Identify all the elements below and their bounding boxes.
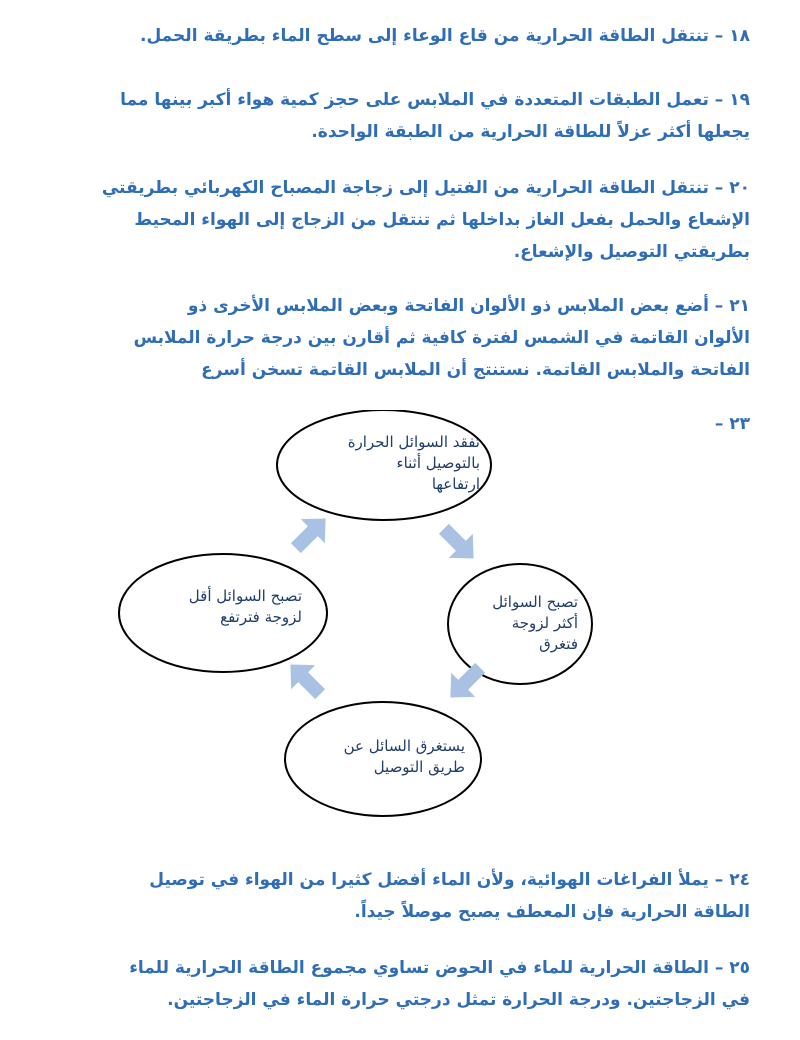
node-label-line: أكثر لزوجة [511,614,578,632]
answer-line: ٢٠ – تنتقل الطاقة الحرارية من الفتيل إلى زجاجة المصباح الكهربائي بطريقتي [101,178,750,198]
node-label-line: تصبح السوائل أقل [188,587,302,605]
answer-line: الألوان القاتمة في الشمس لفترة كافية ثم أقارن بين درجة حرارة الملابس [133,328,750,348]
arrow-left-to-top-icon [284,506,338,560]
answer-line: ٢٤ – يملأ الفراغات الهوائية، ولأن الماء أفضل كثيرا من الهواء في توصيل [149,870,750,890]
node-label-line: طريق التوصيل [373,758,465,776]
node-label-line: بالتوصيل أثناء [396,454,480,472]
convection-cycle-diagram [0,410,800,830]
node-label-line: ارتفاعها [431,475,480,493]
answer-line: يجعلها أكثر عزلاً للطاقة الحرارية من الطبقة الواحدة. [311,122,750,142]
node-label-line: يستغرق السائل عن [343,737,465,755]
answer-line: في الزجاجتين. ودرجة الحرارة تمثل درجتي حرارة الماء في الزجاجتين. [167,990,750,1010]
answer-24 [110,864,750,928]
answer-line: ١٨ – تنتقل الطاقة الحرارية من قاع الوعاء إلى سطح الماء بطريقة الحمل. [140,26,750,46]
node-label-line: فتغرق [539,635,578,653]
answer-25 [110,952,750,1016]
answer-19 [110,84,750,148]
arrow-top-to-right-icon [432,517,486,571]
answer-line: ١٩ – تعمل الطبقات المتعددة في الملابس على حجز كمية هواء أكبر بينها مما [120,90,750,110]
node-label-line: تفقد السوائل الحرارة [347,433,480,451]
cycle-node-bottom-label [344,736,465,778]
answer-20 [101,172,750,268]
answer-line: الفاتحة والملابس القاتمة. نستنتج أن الملابس القاتمة تسخن أسرع [201,360,750,380]
cycle-node-right-label [492,592,578,655]
answer-line: الإشعاع والحمل بفعل الغاز بداخلها ثم تنتقل من الزجاج إلى الهواء المحيط [134,210,750,230]
answer-line: ٢١ – أضع بعض الملابس ذو الألوان الفاتحة وبعض الملابس الأخرى ذو [187,296,750,316]
answer-line: ٢٣ – [714,414,750,434]
answer-line: الطاقة الحرارية فإن المعطف يصبح موصلاً جيداً. [354,902,750,922]
node-label-line: تصبح السوائل [492,593,578,611]
answer-line: بطريقتي التوصيل والإشعاع. [513,242,750,262]
node-label-line: لزوجة فترتفع [220,608,302,626]
answer-line: ٢٥ – الطاقة الحرارية للماء في الحوض تساوي مجموع الطاقة الحرارية للماء [129,958,750,978]
answer-21 [110,290,750,386]
cycle-node-top-label [348,432,480,495]
answer-18 [110,20,750,52]
cycle-node-left-label [189,586,302,628]
